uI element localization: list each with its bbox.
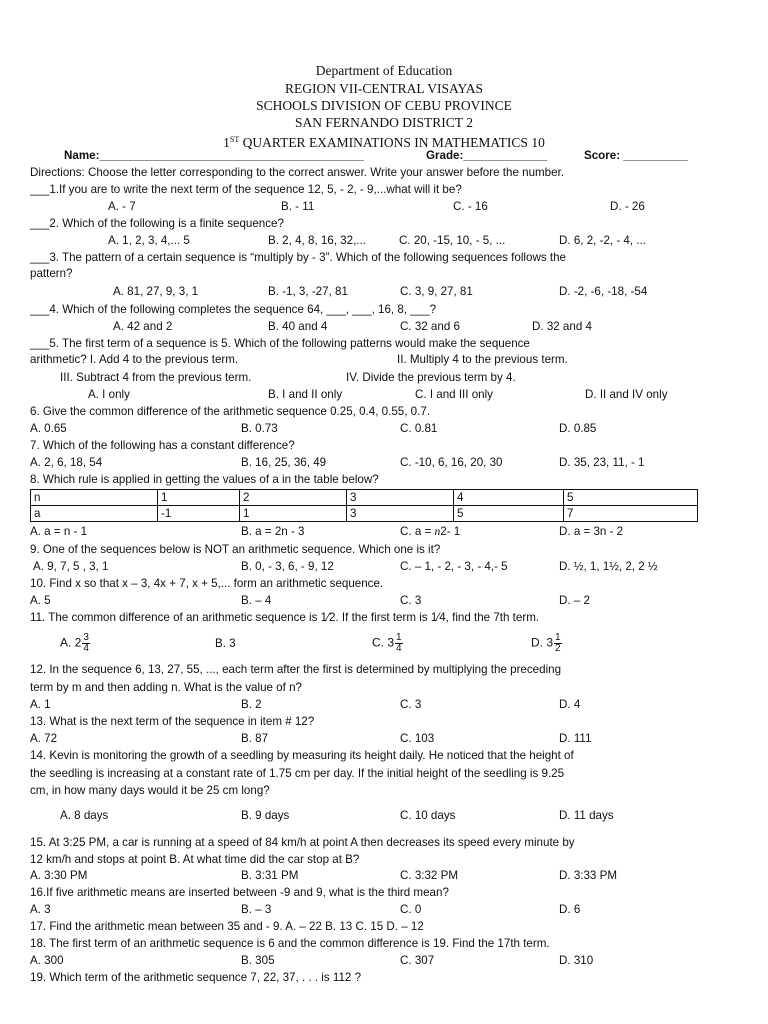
- question-7: 7. Which of the following has a constant difference?: [30, 439, 295, 452]
- question-14-line-3: cm, in how many days would it be 25 cm long?: [30, 784, 270, 797]
- q18-option-d: D. 310: [559, 954, 594, 967]
- q12-option-d: D. 4: [559, 698, 581, 711]
- division-title: SCHOOLS DIVISION OF CEBU PROVINCE: [256, 98, 512, 113]
- q10-option-b: B. – 4: [241, 594, 272, 607]
- q11-option-a-label: A. 2: [60, 635, 82, 650]
- q8-option-a: A. a = n - 1: [30, 525, 88, 538]
- q1-option-a: A. - 7: [108, 200, 136, 213]
- q2-option-a: A. 1, 2, 3, 4,... 5: [108, 234, 190, 247]
- question-18: 18. The first term of an arithmetic sequence is 6 and the common difference is 19. Find the 17th term.: [30, 937, 550, 950]
- question-5-line-2b: II. Multiply 4 to the previous term.: [397, 353, 568, 366]
- q12-option-c: C. 3: [400, 698, 422, 711]
- table-row-n: [31, 490, 698, 506]
- table-cell: 3: [347, 490, 454, 506]
- q9-option-c: C. – 1, - 2, - 3, - 4,- 5: [400, 560, 508, 573]
- q15-option-a: A. 3:30 PM: [30, 869, 88, 882]
- question-13: 13. What is the next term of the sequence in item # 12?: [30, 715, 315, 728]
- question-11: 11. The common difference of an arithmetic sequence is 1⁄2. If the first term is 1⁄4, find the 7th term.: [30, 611, 540, 624]
- q13-option-d: D. 111: [559, 732, 592, 745]
- q7-option-d: D. 35, 23, 11, - 1: [559, 456, 645, 469]
- table-cell: 3: [347, 506, 454, 522]
- q11-option-d-label: D. 3: [531, 635, 554, 650]
- question-15-line-2: 12 km/h and stops at point B. At what time did the car stop at B?: [30, 853, 360, 866]
- question-5-line-3b: IV. Divide the previous term by 4.: [346, 371, 516, 384]
- q8-option-c-variable: n: [434, 525, 441, 538]
- q9-option-a: A. 9, 7, 5 , 3, 1: [33, 560, 109, 573]
- q11-option-c: [372, 633, 403, 654]
- q11-option-c-label: C. 3: [372, 635, 395, 650]
- region-title: REGION VII-CENTRAL VISAYAS: [284, 81, 483, 96]
- q3-option-c: C. 3, 9, 27, 81: [400, 285, 473, 298]
- directions: Directions: Choose the letter corresponding to the correct answer. Write your answer before the number.: [30, 166, 565, 179]
- table-cell: 1: [158, 490, 240, 506]
- q10-option-c: C. 3: [400, 594, 422, 607]
- q16-option-b: B. – 3: [241, 903, 272, 916]
- table-cell: 1: [240, 506, 347, 522]
- fraction-denominator: 4: [396, 643, 402, 654]
- question-5-line-3: III. Subtract 4 from the previous term.: [60, 371, 252, 384]
- q2-option-c: C. 20, -15, 10, - 5, ...: [399, 234, 506, 247]
- q7-option-b: B. 16, 25, 36, 49: [241, 456, 327, 469]
- sequence-table: [30, 489, 698, 522]
- q5-option-d: D. II and IV only: [585, 388, 668, 401]
- question-19: 19. Which term of the arithmetic sequence 7, 22, 37, . . . is 112 ?: [30, 971, 362, 984]
- q1-option-b: B. - 11: [281, 200, 315, 213]
- grade-field[interactable]: Grade:_____________: [426, 149, 548, 162]
- fraction-numerator: 1: [396, 632, 402, 643]
- question-16: 16.If five arithmetic means are inserted between -9 and 9, what is the third mean?: [30, 886, 449, 899]
- q18-option-b: B. 305: [241, 954, 275, 967]
- q8-option-c: [400, 524, 460, 540]
- table-cell: 4: [454, 490, 564, 506]
- exam-title-rest: QUARTER EXAMINATIONS IN MATHEMATICS 10: [239, 135, 545, 150]
- q1-option-c: C. - 16: [453, 200, 488, 213]
- question-1: ___1.If you are to write the next term of the sequence 12, 5, - 2, - 9,...what will it be?: [30, 183, 462, 196]
- table-cell: 2: [240, 490, 347, 506]
- q11-option-d: [531, 633, 562, 654]
- q11-option-a-fraction: [82, 633, 90, 654]
- q14-option-c: C. 10 days: [400, 809, 456, 822]
- table-cell: 7: [564, 506, 698, 522]
- q5-option-b: B. I and II only: [268, 388, 343, 401]
- table-cell: 5: [454, 506, 564, 522]
- q6-option-d: D. 0.85: [559, 422, 597, 435]
- district-title: SAN FERNANDO DISTRICT 2: [295, 115, 473, 130]
- q1-option-d: D. - 26: [610, 200, 645, 213]
- q12-option-b: B. 2: [241, 698, 262, 711]
- question-3-line-1: ___3. The pattern of a certain sequence is “multiply by - 3”. Which of the following sequences follows the: [30, 251, 566, 264]
- fraction-denominator: 4: [83, 643, 89, 654]
- question-3-line-2: pattern?: [30, 267, 73, 280]
- q5-option-a: A. I only: [88, 388, 130, 401]
- q15-option-d: D. 3:33 PM: [559, 869, 617, 882]
- fraction-denominator: 2: [555, 643, 561, 654]
- q10-option-d: D. – 2: [559, 594, 590, 607]
- q8-option-b: B. a = 2n - 3: [241, 525, 305, 538]
- question-8: 8. Which rule is applied in getting the values of a in the table below?: [30, 473, 379, 486]
- score-field[interactable]: Score: __________: [584, 149, 688, 162]
- q10-option-a: A. 5: [30, 594, 51, 607]
- question-5-line-2: arithmetic? I. Add 4 to the previous term.: [30, 353, 239, 366]
- q8-option-d: D. a = 3n - 2: [559, 525, 624, 538]
- q11-option-b: B. 3: [215, 637, 236, 650]
- q4-option-b: B. 40 and 4: [268, 320, 328, 333]
- question-2: ___2. Which of the following is a finite sequence?: [30, 217, 284, 230]
- q16-option-a: A. 3: [30, 903, 51, 916]
- exam-title-number: 1: [223, 135, 230, 150]
- q13-option-a: A. 72: [30, 732, 58, 745]
- dept-title: Department of Education: [315, 63, 453, 78]
- table-cell: n: [31, 490, 158, 506]
- question-14-line-2: the seedling is increasing at a constant rate of 1.75 cm per day. If the initial height of the seedling is 9.25: [30, 767, 565, 780]
- q7-option-a: A. 2, 6, 18, 54: [30, 456, 103, 469]
- q15-option-c: C. 3:32 PM: [400, 869, 458, 882]
- table-cell: -1: [158, 506, 240, 522]
- q13-option-b: B. 87: [241, 732, 269, 745]
- q6-option-b: B. 0.73: [241, 422, 278, 435]
- q8-option-c-prefix: C. a =: [400, 525, 435, 538]
- question-14-line-1: 14. Kevin is monitoring the growth of a seedling by measuring its height daily. He noticed that the height of: [30, 749, 574, 762]
- q16-option-c: C. 0: [400, 903, 422, 916]
- question-9: 9. One of the sequences below is NOT an arithmetic sequence. Which one is it?: [30, 543, 441, 556]
- q18-option-a: A. 300: [30, 954, 64, 967]
- question-17: 17. Find the arithmetic mean between 35 and - 9. A. – 22 B. 13 C. 15 D. – 12: [30, 920, 424, 933]
- question-12-line-2: term by m and then adding n. What is the value of n?: [30, 681, 302, 694]
- name-field[interactable]: Name:_________________________________________: [64, 149, 364, 162]
- table-row-a: [31, 506, 698, 522]
- q3-option-b: B. -1, 3, -27, 81: [268, 285, 348, 298]
- q2-option-b: B. 2, 4, 8, 16, 32,...: [268, 234, 366, 247]
- q4-option-c: C. 32 and 6: [400, 320, 460, 333]
- q2-option-d: D. 6, 2, -2, - 4, ...: [559, 234, 646, 247]
- question-6: 6. Give the common difference of the arithmetic sequence 0.25, 0.4, 0.55, 0.7.: [30, 405, 431, 418]
- q16-option-d: D. 6: [559, 903, 581, 916]
- q5-option-c: C. I and III only: [415, 388, 493, 401]
- q11-option-a: [60, 633, 90, 654]
- q7-option-c: C. -10, 6, 16, 20, 30: [400, 456, 503, 469]
- q15-option-b: B. 3:31 PM: [241, 869, 299, 882]
- q3-option-d: D. -2, -6, -18, -54: [559, 285, 648, 298]
- question-10: 10. Find x so that x – 3, 4x + 7, x + 5,... form an arithmetic sequence.: [30, 577, 384, 590]
- fraction-numerator: 1: [555, 632, 561, 643]
- q8-option-c-suffix: 2- 1: [440, 525, 461, 538]
- exam-title-sup: ST: [229, 135, 240, 144]
- q9-option-b: B. 0, - 3, 6, - 9, 12: [241, 560, 334, 573]
- table-cell: a: [31, 506, 158, 522]
- q3-option-a: A. 81, 27, 9, 3, 1: [113, 285, 199, 298]
- q14-option-b: B. 9 days: [241, 809, 290, 822]
- q18-option-c: C. 307: [400, 954, 435, 967]
- q4-option-a: A. 42 and 2: [113, 320, 173, 333]
- q6-option-a: A. 0.65: [30, 422, 67, 435]
- q6-option-c: C. 0.81: [400, 422, 438, 435]
- q13-option-c: C. 103: [400, 732, 435, 745]
- q4-option-d: D. 32 and 4: [532, 320, 592, 333]
- question-15-line-1: 15. At 3:25 PM, a car is running at a speed of 84 km/h at point A then decreases its speed every minute by: [30, 836, 575, 849]
- q12-option-a: A. 1: [30, 698, 51, 711]
- question-4: ___4. Which of the following completes the sequence 64, ___, ___, 16, 8, ___?: [30, 303, 437, 316]
- q11-option-d-fraction: [554, 633, 562, 654]
- q11-option-c-fraction: [395, 633, 403, 654]
- q14-option-d: D. 11 days: [559, 809, 614, 822]
- question-12-line-1: 12. In the sequence 6, 13, 27, 55, ..., each term after the first is determined by multiplying the preceding: [30, 663, 562, 676]
- fraction-numerator: 3: [83, 632, 89, 643]
- question-5-line-1: ___5. The first term of a sequence is 5. Which of the following patterns would make the sequence: [30, 337, 530, 350]
- q14-option-a: A. 8 days: [60, 809, 109, 822]
- q9-option-d: D. ½, 1, 1½, 2, 2 ½: [559, 560, 658, 573]
- table-cell: 5: [564, 490, 698, 506]
